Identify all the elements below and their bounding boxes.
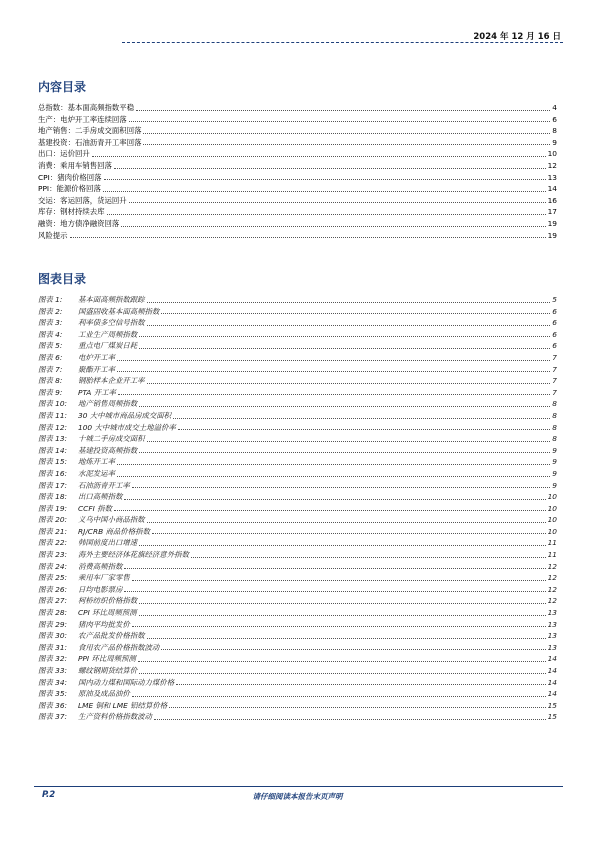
dot-leader [139, 348, 550, 349]
toc-entry-label [38, 387, 116, 399]
toc-entry[interactable] [38, 456, 557, 468]
toc-entry-text: 基本面高频指数跟踪 [78, 295, 145, 304]
dot-leader [124, 568, 545, 569]
toc-entry-label [38, 160, 112, 172]
toc-entry-text: 生产：电炉开工率连续回落 [38, 114, 127, 124]
toc-entry-label [38, 642, 159, 654]
dot-leader [161, 313, 550, 314]
toc-entry-text: CPI 环比周频预测 [78, 608, 137, 618]
toc-entry-text: 柯桥纺织价格指数 [78, 596, 138, 606]
toc-entry-label [38, 306, 159, 318]
dot-leader [147, 522, 546, 523]
toc-entry-label [38, 526, 150, 538]
dot-leader [139, 452, 550, 453]
dot-leader [114, 510, 546, 511]
toc-entry-label [38, 572, 130, 584]
toc-entry-text: 乘用车厂家零售 [78, 573, 130, 583]
toc-entry[interactable] [38, 195, 557, 207]
toc-entry-text: 出口：运价回升 [38, 149, 90, 159]
toc-entry-label [38, 468, 115, 480]
figure-number: 图表 31: [38, 642, 68, 652]
toc-entry[interactable] [38, 630, 557, 642]
dot-leader [117, 476, 550, 477]
figure-number: 图表 2: [38, 306, 63, 316]
toc-entry-page: 17 [547, 207, 557, 217]
dot-leader [143, 144, 550, 145]
figure-number: 图表 28: [38, 608, 68, 618]
toc-entry[interactable] [38, 294, 557, 306]
dot-leader [139, 615, 546, 616]
figure-number: 图表 11: [38, 410, 68, 420]
page-number: P.2 [42, 790, 56, 800]
toc-entry[interactable] [38, 352, 557, 364]
toc-entry-page: 6 [552, 329, 557, 339]
toc-entry-text: 食用农产品价格指数波动 [78, 642, 160, 652]
figure-number: 图表 22: [38, 538, 68, 548]
toc-entry[interactable] [38, 665, 557, 677]
dot-leader [114, 168, 546, 169]
toc-entry-label [38, 491, 122, 503]
toc-entry-label [38, 584, 122, 596]
toc-entry[interactable] [38, 711, 557, 723]
dot-leader [129, 202, 546, 203]
toc-entry-page: 6 [552, 306, 557, 316]
figure-number: 图表 36: [38, 700, 68, 710]
toc-entry-page: 10 [547, 515, 557, 525]
toc-entry-label [38, 445, 137, 457]
toc-entry-page: 14 [547, 666, 557, 675]
dot-leader [70, 237, 546, 238]
dot-leader [118, 394, 550, 395]
toc-entry-page: 8 [552, 399, 557, 409]
toc-entry[interactable] [38, 206, 557, 218]
toc-entry-page: 9 [552, 457, 557, 467]
toc-entry-label [38, 364, 115, 376]
toc-entry-text: 义乌中国小商品指数 [78, 515, 145, 525]
toc-entry-page: 13 [547, 619, 557, 629]
figure-number: 图表 14: [38, 445, 68, 455]
toc-entry-text: 韩国前度出口增速 [78, 538, 138, 548]
toc-entry-page: 14 [547, 654, 557, 664]
toc-entry-label [38, 340, 137, 352]
toc-entry-label [38, 172, 102, 184]
toc-entry-label [38, 433, 145, 445]
toc-entry-page: 9 [552, 468, 557, 478]
toc-entry-page: 8 [552, 422, 557, 432]
toc-entry-page: 15 [547, 700, 557, 710]
toc-entry-label [38, 329, 137, 341]
header-rule [122, 42, 563, 43]
toc-entry[interactable] [38, 317, 557, 329]
figure-number: 图表 24: [38, 561, 68, 571]
toc-entry[interactable] [38, 364, 557, 376]
figure-number: 图表 12: [38, 422, 68, 432]
dot-leader [147, 441, 551, 442]
contents-title: 内容目录 [38, 80, 87, 94]
toc-entry-text: LME 铜和 LME 铝结算价格 [78, 700, 168, 710]
toc-entry-text: 生产资料价格指数波动 [78, 712, 152, 722]
toc-entry-label [38, 456, 115, 468]
figure-number: 图表 25: [38, 573, 68, 583]
toc-entry[interactable] [38, 688, 557, 700]
toc-entry-label [38, 422, 176, 434]
toc-entry-text: 国内动力煤和国际动力煤价格 [78, 677, 175, 687]
toc-entry[interactable] [38, 619, 557, 631]
toc-entry-page: 10 [547, 492, 557, 502]
dot-leader [176, 684, 546, 685]
dot-leader [147, 302, 551, 303]
figure-number: 图表 7: [38, 364, 63, 374]
toc-entry-text: 原油及成品油价 [78, 689, 130, 699]
toc-entry-page: 5 [552, 295, 557, 304]
toc-entry[interactable] [38, 433, 557, 445]
toc-entry[interactable] [38, 387, 557, 399]
figure-number: 图表 5: [38, 341, 63, 351]
toc-entry-page: 12 [547, 596, 557, 606]
toc-entry[interactable] [38, 584, 557, 596]
toc-entry[interactable] [38, 218, 557, 230]
figure-number: 图表 15: [38, 457, 68, 467]
toc-entry-label [38, 410, 171, 422]
figure-number: 图表 37: [38, 712, 68, 722]
toc-entry-page: 13 [547, 642, 557, 652]
toc-entry-text: 工业生产周频指数 [78, 329, 138, 339]
toc-entry[interactable] [38, 526, 557, 538]
toc-entry-text: 地产销售周频指数 [78, 399, 138, 409]
dot-leader [139, 673, 545, 674]
toc-entry[interactable] [38, 700, 557, 712]
toc-entry-label [38, 317, 145, 329]
toc-entry-page: 7 [552, 352, 557, 362]
toc-entry-page: 6 [552, 114, 557, 124]
toc-entry[interactable] [38, 572, 557, 584]
toc-entry[interactable] [38, 445, 557, 457]
dot-leader [139, 545, 545, 546]
toc-entry-page: 13 [547, 172, 557, 182]
toc-entry-label [38, 375, 145, 387]
toc-entry[interactable] [38, 160, 557, 172]
dot-leader [191, 557, 546, 558]
figure-number: 图表 10: [38, 399, 68, 409]
toc-entry-page: 14 [547, 689, 557, 699]
dot-leader [117, 371, 550, 372]
toc-entry-text: PPI：能源价格回落 [38, 184, 101, 194]
toc-entry[interactable] [38, 480, 557, 492]
toc-entry[interactable] [38, 230, 557, 242]
toc-entry-page: 6 [552, 318, 557, 328]
toc-entry[interactable] [38, 172, 557, 184]
toc-entry-page: 9 [552, 480, 557, 490]
toc-entry-text: 融资：地方债净融资回落 [38, 218, 120, 228]
toc-entry[interactable] [38, 102, 557, 114]
contents-list [38, 102, 557, 241]
toc-entry-label [38, 514, 145, 526]
toc-entry-text: 30 大中城市商品房成交面积 [78, 410, 172, 420]
toc-entry-text: PPI 环比周频预测 [78, 654, 136, 664]
toc-entry-label [38, 114, 127, 126]
toc-entry-text: 农产品批发价格指数 [78, 631, 145, 641]
toc-entry-text: 国盛固收基本面高频指数 [78, 306, 160, 316]
figures-title: 图表目录 [38, 272, 87, 286]
dot-leader [124, 591, 545, 592]
footer-rule [34, 786, 563, 787]
toc-entry-label [38, 183, 101, 195]
toc-entry[interactable] [38, 410, 557, 422]
dot-leader [147, 638, 546, 639]
toc-entry-label [38, 352, 115, 364]
toc-entry-label [38, 595, 137, 607]
dot-leader [139, 336, 550, 337]
dot-leader [117, 464, 550, 465]
toc-entry-label [38, 195, 127, 207]
figure-number: 图表 33: [38, 666, 68, 675]
toc-entry-page: 19 [547, 230, 557, 240]
toc-entry-page: 9 [552, 137, 557, 147]
dot-leader [103, 191, 546, 192]
toc-entry-label [38, 206, 105, 218]
dot-leader [117, 360, 550, 361]
toc-entry-page: 10 [547, 149, 557, 159]
dot-leader [132, 696, 546, 697]
toc-entry[interactable] [38, 137, 557, 149]
figure-number: 图表 8: [38, 376, 63, 386]
toc-entry-label [38, 665, 137, 677]
toc-entry[interactable] [38, 653, 557, 665]
dot-leader [152, 533, 546, 534]
toc-entry-page: 15 [547, 712, 557, 722]
disclaimer-note: 请仔细阅读本报告末页声明 [252, 792, 343, 801]
toc-entry-label [38, 398, 137, 410]
toc-entry-page: 6 [552, 341, 557, 351]
toc-entry-page: 14 [547, 184, 557, 194]
toc-entry-label [38, 148, 90, 160]
toc-entry-text: 基建投资：石油沥青开工率回落 [38, 137, 142, 147]
toc-entry-label [38, 561, 122, 573]
figure-number: 图表 19: [38, 503, 68, 513]
toc-entry[interactable] [38, 561, 557, 573]
dot-leader [124, 499, 545, 500]
dot-leader [104, 179, 546, 180]
toc-entry[interactable] [38, 549, 557, 561]
figure-number: 图表 4: [38, 329, 63, 339]
report-date: 2024 年 12 月 16 日 [473, 32, 561, 42]
toc-entry[interactable] [38, 677, 557, 689]
toc-entry-label [38, 480, 130, 492]
toc-entry-text: 利率债多空信号指数 [78, 318, 145, 328]
toc-entry-label [38, 688, 130, 700]
toc-entry-text: CPI：猪肉价格回落 [38, 172, 102, 182]
toc-entry-text: 石油沥青开工率 [78, 480, 130, 490]
figure-number: 图表 1: [38, 295, 63, 304]
toc-entry-text: 风险提示 [38, 230, 68, 240]
toc-entry-label [38, 125, 141, 137]
toc-entry[interactable] [38, 329, 557, 341]
dot-leader [139, 603, 545, 604]
toc-entry[interactable] [38, 183, 557, 195]
toc-entry-page: 19 [547, 218, 557, 228]
dot-leader [138, 661, 546, 662]
toc-entry-page: 11 [547, 550, 557, 560]
dot-leader [121, 226, 545, 227]
toc-entry-text: 出口高频指数 [78, 492, 123, 502]
toc-entry-text: 基建投资高频指数 [78, 445, 138, 455]
toc-entry-page: 10 [547, 526, 557, 536]
figure-number: 图表 34: [38, 677, 68, 687]
toc-entry-label [38, 653, 136, 665]
toc-entry-page: 13 [547, 631, 557, 641]
figures-list [38, 294, 557, 723]
toc-entry-page: 13 [547, 608, 557, 618]
toc-entry-page: 11 [547, 538, 557, 548]
toc-entry[interactable] [38, 514, 557, 526]
toc-entry[interactable] [38, 595, 557, 607]
dot-leader [161, 649, 545, 650]
figure-number: 图表 3: [38, 318, 63, 328]
toc-entry-text: 库存：钢材持续去库 [38, 207, 105, 217]
dot-leader [169, 707, 545, 708]
toc-entry-page: 8 [552, 434, 557, 444]
toc-entry[interactable] [38, 422, 557, 434]
dot-leader [173, 418, 550, 419]
dot-leader [132, 626, 546, 627]
toc-entry[interactable] [38, 125, 557, 137]
toc-entry-text: 地炼开工率 [78, 457, 115, 467]
toc-entry-page: 7 [552, 364, 557, 374]
toc-entry[interactable] [38, 607, 557, 619]
toc-entry-page: 12 [547, 561, 557, 571]
toc-entry[interactable] [38, 375, 557, 387]
figure-number: 图表 27: [38, 596, 68, 606]
toc-entry[interactable] [38, 491, 557, 503]
toc-entry[interactable] [38, 114, 557, 126]
toc-entry-label [38, 137, 141, 149]
toc-entry-text: 聚酯开工率 [78, 364, 115, 374]
figure-number: 图表 20: [38, 515, 68, 525]
toc-entry-text: 猪肉平均批发价 [78, 619, 130, 629]
dot-leader [132, 580, 546, 581]
figure-number: 图表 35: [38, 689, 68, 699]
toc-entry-label [38, 630, 145, 642]
toc-entry-page: 8 [552, 410, 557, 420]
toc-entry-page: 12 [547, 584, 557, 594]
toc-entry-text: 海外主要经济体花旗经济意外指数 [78, 550, 189, 560]
toc-entry-page: 7 [552, 376, 557, 386]
toc-entry-text: PTA 开工率 [78, 387, 116, 397]
toc-entry-text: 重点电厂煤炭日耗 [78, 341, 138, 351]
dot-leader [178, 429, 551, 430]
toc-entry-text: 交运：客运回落，货运回升 [38, 195, 127, 205]
toc-entry-label [38, 549, 189, 561]
toc-entry-text: 日均电影票房 [78, 584, 123, 594]
dot-leader [92, 156, 546, 157]
toc-entry-page: 8 [552, 126, 557, 136]
toc-entry[interactable] [38, 468, 557, 480]
dot-leader [129, 121, 551, 122]
figure-number: 图表 23: [38, 550, 68, 560]
toc-entry-label [38, 677, 174, 689]
toc-entry-label [38, 230, 68, 242]
toc-entry-text: 消费：乘用车销售回落 [38, 160, 112, 170]
figure-number: 图表 30: [38, 631, 68, 641]
toc-entry-text: 100 大中城市成交土地溢价率 [78, 422, 176, 432]
dot-leader [147, 325, 551, 326]
figure-number: 图表 18: [38, 492, 68, 502]
toc-entry[interactable] [38, 148, 557, 160]
toc-entry[interactable] [38, 306, 557, 318]
toc-entry[interactable] [38, 642, 557, 654]
toc-entry-text: 总指数：基本面高频指数平稳 [38, 103, 135, 112]
toc-entry-page: 10 [547, 503, 557, 513]
toc-entry-page: 9 [552, 445, 557, 455]
toc-entry-text: 电炉开工率 [78, 352, 115, 362]
toc-entry-label [38, 218, 119, 230]
toc-entry-label [38, 294, 145, 306]
toc-entry-text: 地产销售：二手房成交面积回落 [38, 126, 142, 136]
toc-entry[interactable] [38, 398, 557, 410]
toc-entry-page: 12 [547, 573, 557, 583]
toc-entry-label [38, 607, 137, 619]
dot-leader [139, 406, 550, 407]
dot-leader [107, 214, 546, 215]
toc-entry[interactable] [38, 503, 557, 515]
toc-entry-label [38, 537, 137, 549]
toc-entry-text: RJ/CRB 商品价格指数 [78, 526, 150, 536]
toc-entry-page: 7 [552, 387, 557, 397]
toc-entry-label [38, 711, 152, 723]
figure-number: 图表 26: [38, 584, 68, 594]
toc-entry-text: 消费高频指数 [78, 561, 123, 571]
toc-entry-label [38, 102, 134, 114]
dot-leader [147, 383, 551, 384]
toc-entry-page: 14 [547, 677, 557, 687]
figure-number: 图表 17: [38, 480, 68, 490]
dot-leader [143, 133, 550, 134]
toc-entry-text: 十城二手房成交面积 [78, 434, 145, 444]
figure-number: 图表 13: [38, 434, 68, 444]
toc-entry-page: 16 [547, 195, 557, 205]
toc-entry-page: 4 [552, 103, 557, 112]
toc-entry-text: 螺纹钢期货结算价 [78, 666, 138, 675]
dot-leader [136, 110, 550, 111]
dot-leader [154, 719, 546, 720]
toc-entry-page: 12 [547, 160, 557, 170]
toc-entry-label [38, 700, 167, 712]
figure-number: 图表 21: [38, 526, 68, 536]
toc-entry[interactable] [38, 340, 557, 352]
toc-entry-label [38, 619, 130, 631]
figure-number: 图表 32: [38, 654, 68, 664]
figure-number: 图表 6: [38, 352, 63, 362]
toc-entry-text: 钢胎样本企业开工率 [78, 376, 145, 386]
toc-entry-text: 水泥发运率 [78, 468, 115, 478]
toc-entry[interactable] [38, 537, 557, 549]
toc-entry-label [38, 503, 112, 515]
toc-entry-text: CCFI 指数 [78, 503, 112, 513]
figure-number: 图表 29: [38, 619, 68, 629]
dot-leader [132, 487, 551, 488]
figure-number: 图表 16: [38, 468, 68, 478]
figure-number: 图表 9: [38, 387, 63, 397]
